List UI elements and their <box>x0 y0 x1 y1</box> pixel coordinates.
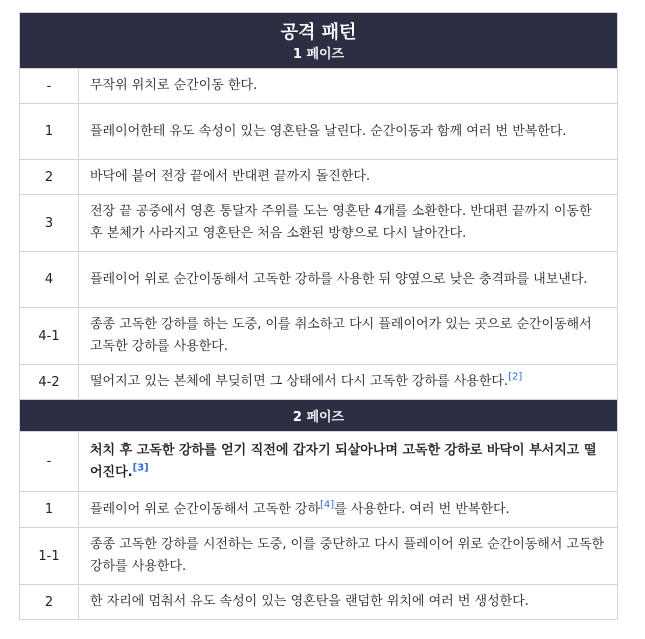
pattern-number: 3 <box>20 195 79 252</box>
pattern-text: 를 사용한다. 여러 번 반복한다. <box>334 501 510 517</box>
pattern-number: - <box>20 69 79 104</box>
pattern-number: 2 <box>20 160 79 195</box>
pattern-text: 처치 후 고독한 강하를 얻기 직전에 갑자기 되살아나며 고독한 강하로 바닥이 부서지고 떨어진다. <box>90 442 597 480</box>
table-row <box>20 432 618 492</box>
table-row <box>20 69 618 104</box>
pattern-description: 한 자리에 멈춰서 유도 속성이 있는 영혼탄을 랜덤한 위치에 여러 번 생성한다. <box>79 585 618 620</box>
table-row <box>20 308 618 365</box>
table-row <box>20 104 618 160</box>
footnote-link[interactable]: [3] <box>132 462 149 474</box>
pattern-number: 1 <box>20 104 79 160</box>
pattern-text: 떨어지고 있는 본체에 부딪히면 그 상태에서 다시 고독한 강하를 사용한다. <box>90 374 509 389</box>
pattern-number: 1 <box>20 492 79 528</box>
pattern-description: 플레이어 위로 순간이동해서 고독한 강하를 사용한 뒤 양옆으로 낮은 충격파를 내보낸다. <box>79 252 618 308</box>
table-header <box>20 13 618 69</box>
phase2-label: 2 페이즈 <box>20 400 618 432</box>
table-row <box>20 528 618 585</box>
table-row <box>20 585 618 620</box>
pattern-description: 전장 끝 공중에서 영혼 통달자 주위를 도는 영혼탄 4개를 소환한다. 반대편 끝까지 이동한 후 본체가 사라지고 영혼탄은 처음 소환된 방향으로 다시 날아간다. <box>79 195 618 252</box>
pattern-text: 플레이어 위로 순간이동해서 고독한 강하 <box>90 501 321 517</box>
pattern-description: 플레이어한테 유도 속성이 있는 영혼탄을 날린다. 순간이동과 함께 여러 번 반복한다. <box>79 104 618 160</box>
pattern-number: 2 <box>20 585 79 620</box>
pattern-description <box>79 365 618 400</box>
pattern-number: 4-1 <box>20 308 79 365</box>
table-row <box>20 492 618 528</box>
attack-pattern-table <box>19 12 618 620</box>
table-row <box>20 160 618 195</box>
pattern-description: 무작위 위치로 순간이동 한다. <box>79 69 618 104</box>
phase1-label: 1 페이즈 <box>292 47 345 62</box>
footnote-link[interactable]: [4] <box>320 499 335 511</box>
pattern-description <box>79 432 618 492</box>
table-row <box>20 365 618 400</box>
table-row <box>20 195 618 252</box>
pattern-description: 바닥에 붙어 전장 끝에서 반대편 끝까지 돌진한다. <box>79 160 618 195</box>
pattern-number: 1-1 <box>20 528 79 585</box>
pattern-number: - <box>20 432 79 492</box>
table-row <box>20 252 618 308</box>
pattern-description <box>79 492 618 528</box>
attack-pattern-table-container <box>19 12 618 620</box>
pattern-description: 종종 고독한 강하를 하는 도중, 이를 취소하고 다시 플레이어가 있는 곳으로 순간이동해서 고독한 강하를 사용한다. <box>79 308 618 365</box>
pattern-number: 4-2 <box>20 365 79 400</box>
pattern-number: 4 <box>20 252 79 308</box>
table-title: 공격 패턴 <box>280 22 357 43</box>
footnote-link[interactable]: [2] <box>508 371 523 383</box>
pattern-description: 종종 고독한 강하를 시전하는 도중, 이를 중단하고 다시 플레이어 위로 순간이동해서 고독한 강하를 사용한다. <box>79 528 618 585</box>
